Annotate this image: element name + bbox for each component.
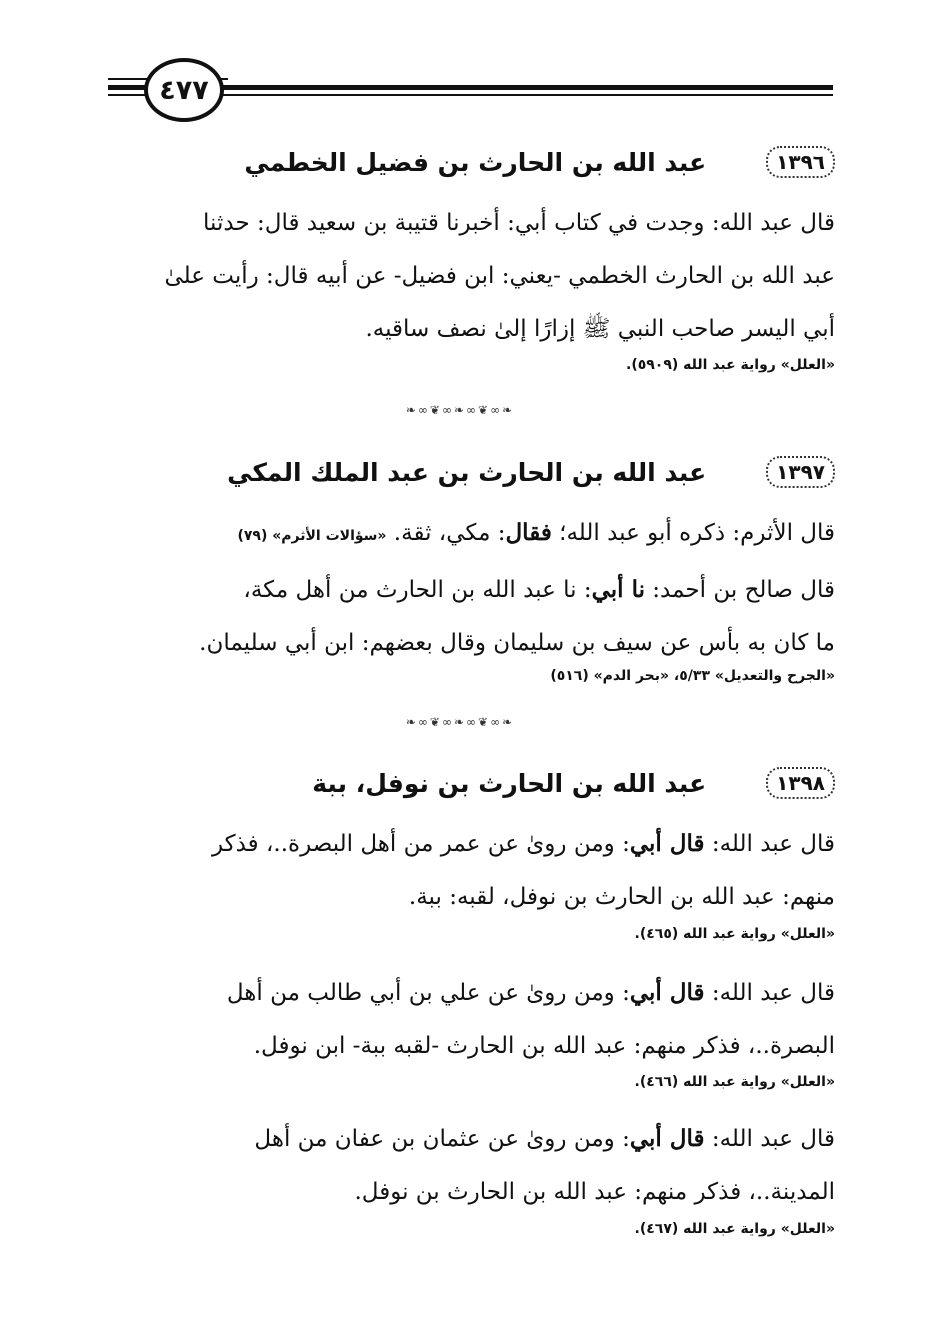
- entry-heading-1397: [227, 456, 835, 488]
- entry-text: [100, 817, 835, 924]
- text-line: منهم: عبد الله بن الحارث بن نوفل، لقبه: ببة.: [408, 884, 835, 910]
- text-span: قال الأثرم: ذكره أبو عبد الله؛: [551, 520, 835, 546]
- bold-term: نا أبي: [591, 576, 645, 603]
- text-span: : ومن روىٰ عن علي بن أبي طالب من أهل: [226, 980, 630, 1006]
- entry-title: عبد الله بن الحارث بن عبد الملك المكي: [227, 457, 707, 487]
- entry-title: عبد الله بن الحارث بن نوفل، ببة: [312, 768, 707, 798]
- entry-number: ١٣٩٨: [766, 767, 835, 799]
- text-span: : ومن روىٰ عن عثمان بن عفان من أهل: [254, 1126, 630, 1152]
- entry-heading-1398: [312, 767, 835, 799]
- source-citation: «العلل» رواية عبد الله (٥٩٠٩).: [626, 357, 835, 373]
- page-number: ٤٧٧: [144, 58, 224, 122]
- text-line: أبي اليسر صاحب النبي ﷺ إزارًا إلىٰ نصف ساقيه.: [365, 316, 835, 342]
- text-line: المدينة..، فذكر منهم: عبد الله بن الحارث بن نوفل.: [354, 1179, 835, 1205]
- text-span: : نا عبد الله بن الحارث من أهل مكة،: [243, 577, 592, 603]
- text-line: [100, 1112, 835, 1166]
- text-span: قال عبد الله:: [704, 1126, 835, 1152]
- text-line: البصرة..، فذكر منهم: عبد الله بن الحارث -لقبه ببة- ابن نوفل.: [253, 1033, 835, 1059]
- text-line: [100, 506, 835, 563]
- separator-ornament: ❧∞❦∞❧∞❦∞❧: [405, 403, 515, 417]
- text-line: [100, 817, 835, 871]
- text-line: ما كان به بأس عن سيف بن سليمان وقال بعضهم: ابن أبي سليمان.: [199, 630, 835, 656]
- entry-text: [100, 197, 835, 356]
- text-span: قال عبد الله:: [704, 980, 835, 1006]
- text-line: [100, 563, 835, 617]
- text-span: : مكي، ثقة.: [386, 520, 506, 546]
- text-span: : ومن روىٰ عن عمر من أهل البصرة..، فذكر: [211, 831, 630, 857]
- source-citation: «العلل» رواية عبد الله (٤٦٦).: [634, 1074, 835, 1090]
- bold-term: قال أبي: [629, 830, 705, 857]
- inline-citation: «سؤالات الأثرم» (٧٩): [237, 528, 387, 544]
- entry-text: [100, 966, 835, 1073]
- entry-text: [100, 1112, 835, 1219]
- bold-term: قال أبي: [629, 1125, 705, 1152]
- text-line: عبد الله بن الحارث الخطمي -يعني: ابن فضيل- عن أبيه قال: رأيت علىٰ: [164, 263, 835, 289]
- text-line: [100, 966, 835, 1020]
- entry-number: ١٣٩٦: [766, 146, 835, 178]
- source-citation: «الجرح والتعديل» ٥/٣٣، «بحر الدم» (٥١٦): [550, 668, 835, 684]
- text-line: قال عبد الله: وجدت في كتاب أبي: أخبرنا قتيبة بن سعيد قال: حدثنا: [203, 210, 835, 236]
- page-header: [108, 52, 833, 132]
- entry-text: [100, 506, 835, 670]
- entry-title: عبد الله بن الحارث بن فضيل الخطمي: [244, 147, 707, 177]
- entry-heading-1396: [244, 146, 835, 178]
- bold-term: قال أبي: [629, 979, 705, 1006]
- source-citation: «العلل» رواية عبد الله (٤٦٥).: [634, 926, 835, 942]
- text-span: قال صالح بن أحمد:: [645, 577, 835, 603]
- bold-term: فقال: [505, 519, 552, 546]
- source-citation: «العلل» رواية عبد الله (٤٦٧).: [634, 1221, 835, 1237]
- separator-ornament: ❧∞❦∞❧∞❦∞❧: [405, 715, 515, 729]
- entry-number: ١٣٩٧: [766, 456, 835, 488]
- text-span: قال عبد الله:: [704, 831, 835, 857]
